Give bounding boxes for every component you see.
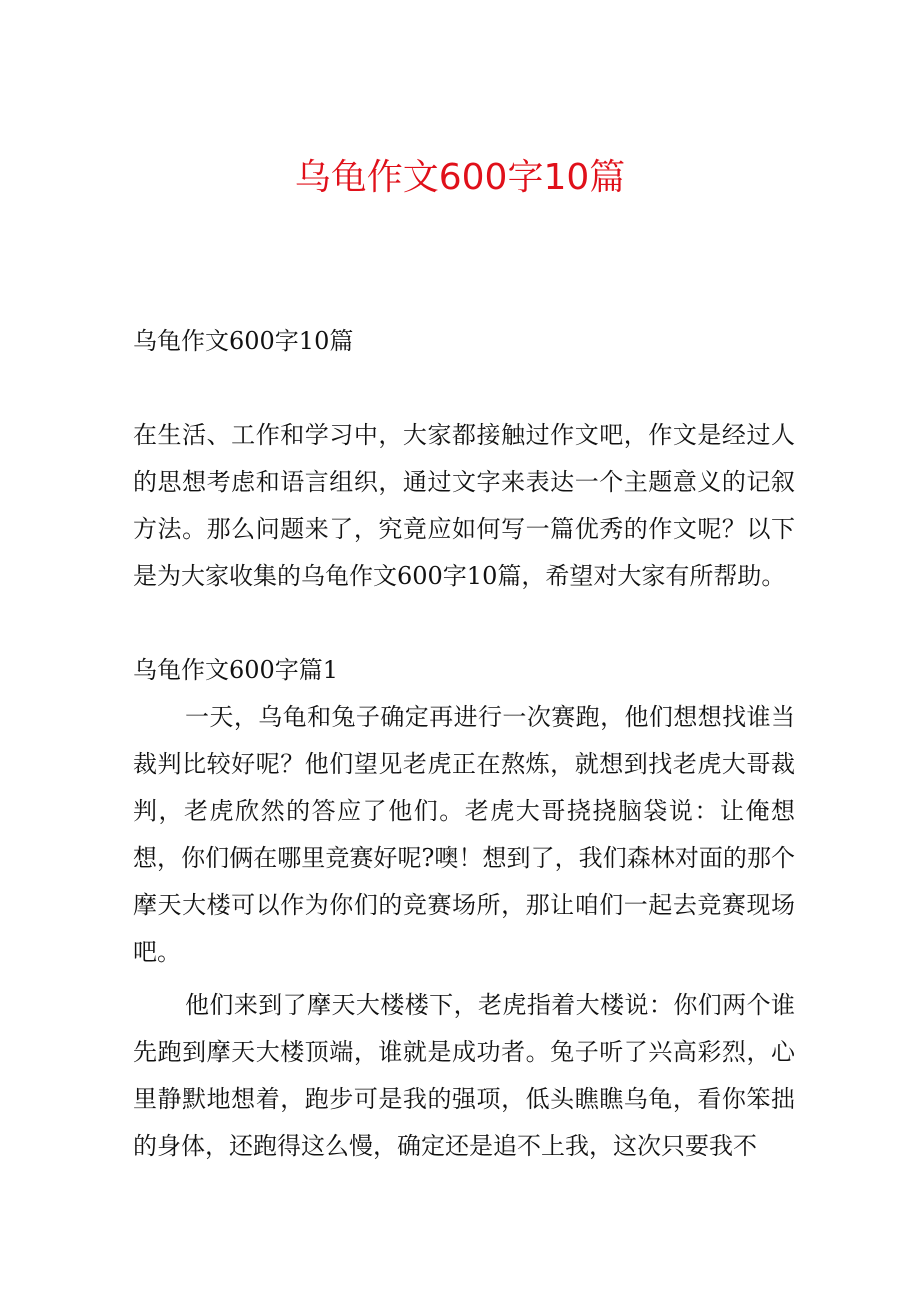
document-subtitle: 乌龟作文600字10篇 bbox=[133, 327, 354, 355]
story-paragraph-1: 一天，乌龟和兔子确定再进行一次赛跑，他们想想找谁当裁判比较好呢？他们望见老虎正在熬炼，就想到找老虎大哥裁判，老虎欣然的答应了他们。老虎大哥挠挠脑袋说：让俺想想，你们俩在哪里竞赛好呢?噢！想到了，我们森林对面的那个摩天大楼可以作为你们的竞赛场所，那让咱们一起去竞赛现场吧。 bbox=[133, 703, 795, 966]
story-paragraph-2: 他们来到了摩天大楼楼下，老虎指着大楼说：你们两个谁先跑到摩天大楼顶端，谁就是成功者。兔子听了兴高彩烈，心里静默地想着，跑步可是我的强项，低头瞧瞧乌龟，看你笨拙的身体，还跑得这么慢，确定还是追不上我，这次只要我不 bbox=[133, 991, 795, 1160]
document-body bbox=[133, 318, 795, 1170]
document-title: 乌龟作文600字10篇 bbox=[294, 157, 626, 198]
section-heading: 乌龟作文600字篇1 bbox=[133, 656, 339, 684]
intro-paragraph: 在生活、工作和学习中，大家都接触过作文吧，作文是经过人的思想考虑和语言组织，通过文字来表达一个主题意义的记叙方法。那么问题来了，究竟应如何写一篇优秀的作文呢？以下是为大家收集的乌龟作文600字10篇，希望对大家有所帮助。 bbox=[133, 421, 795, 590]
